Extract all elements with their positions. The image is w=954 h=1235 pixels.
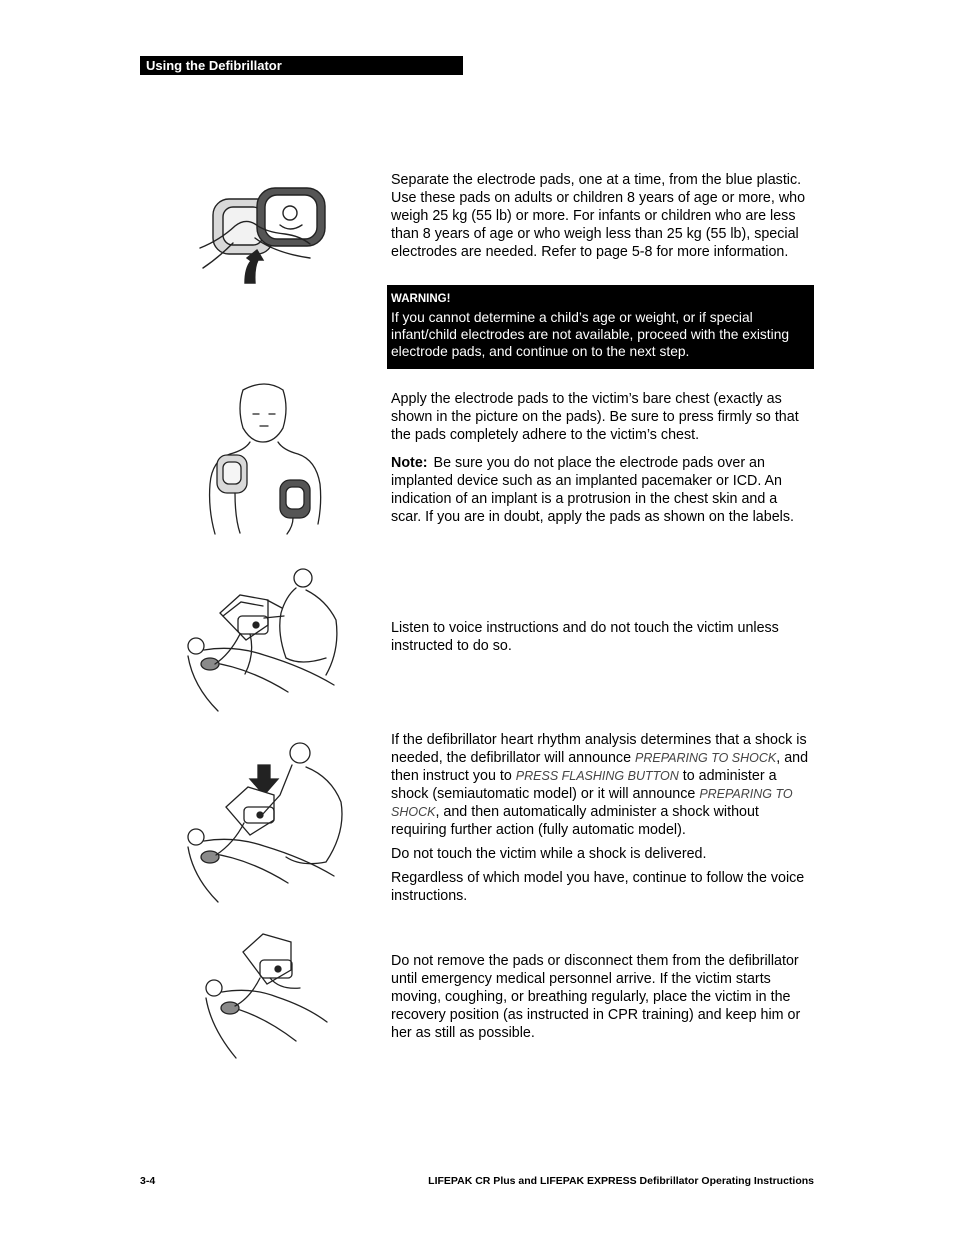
- manual-title: LIFEPAK CR Plus and LIFEPAK EXPRESS Defibrillator Operating Instructions: [428, 1175, 814, 1187]
- step-shock-text-2: Do not touch the victim while a shock is delivered.: [391, 846, 707, 862]
- section-header: [140, 56, 463, 75]
- prompt-preparing-to-shock: PREPARING TO SHOCK: [635, 751, 777, 765]
- note: [391, 454, 811, 526]
- step-apply-pads-text: Apply the electrode pads to the victim’s bare chest (exactly as shown in the picture on the pads). Be sure to press firmly so that the pads completely adhere to the victim’s chest.: [391, 391, 799, 443]
- step-shock-text-a: If the defibrillator heart rhythm analysis determines that a shock is needed, the defibrillator will announce: [391, 732, 807, 766]
- prompt-preparing-to-shock-2: PREPARING TO SHOCK: [391, 787, 793, 819]
- prompt-press-flashing-button: PRESS FLASHING BUTTON: [515, 769, 679, 783]
- step-keep-pads: [391, 952, 811, 1048]
- figure-peel-pads: [195, 183, 330, 288]
- step-separate-pads-text: Separate the electrode pads, one at a time, from the blue plastic. Use these pads on adults or children 8 years of age or more, who weigh 25 kg (55 lb) or more. For infants or children who are less than 8 years of age or who weigh less than 25 kg (55 lb), special electrodes are needed. Refer to page 5-8 for more information.: [391, 172, 806, 260]
- section-title: Using the Defibrillator: [146, 58, 282, 73]
- note-text: Be sure you do not place the electrode pads over an implanted device such as an implanted pacemaker or ICD. An indication of an implant is a protrusion in the chest skin and a scar. If you are in doubt, apply the pads as shown on the labels.: [391, 455, 794, 525]
- step-shock-text: [391, 731, 811, 839]
- figure-listen-instructions: [178, 558, 346, 716]
- step-separate-pads: [391, 171, 811, 267]
- warning-text: If you cannot determine a child’s age or weight, or if special infant/child electrodes are not available, proceed with the existing electrode pads, and continue on to the next step.: [391, 310, 790, 359]
- step-apply-pads: [391, 390, 811, 532]
- step-shock-text-b: , and then instruct you to: [391, 750, 809, 784]
- page-number: 3-4: [140, 1175, 156, 1187]
- step-listen: [391, 619, 811, 661]
- step-listen-text: Listen to voice instructions and do not touch the victim unless instructed to do so.: [391, 620, 779, 654]
- step-shock-text-d: , and then automatically administer a shock without requiring further action (fully automatic model).: [391, 804, 759, 838]
- figure-keep-pads-attached: [198, 932, 328, 1062]
- step-shock: [391, 731, 811, 911]
- step-shock-text-c: to administer a shock (semiautomatic model) or it will announce: [391, 768, 777, 802]
- warning-title: WARNING!: [391, 293, 451, 305]
- figure-press-shock: [178, 737, 346, 907]
- warning-box: [387, 285, 814, 369]
- figure-apply-pads: [205, 380, 325, 535]
- step-keep-pads-text: Do not remove the pads or disconnect them from the defibrillator until emergency medical personnel arrive. If the victim starts moving, coughing, or breathing regularly, place the victim in the recovery position (as instructed in CPR training) and keep him or her as still as possible.: [391, 953, 801, 1041]
- step-shock-text-3: Regardless of which model you have, continue to follow the voice instructions.: [391, 870, 805, 904]
- note-label: Note:: [391, 455, 428, 471]
